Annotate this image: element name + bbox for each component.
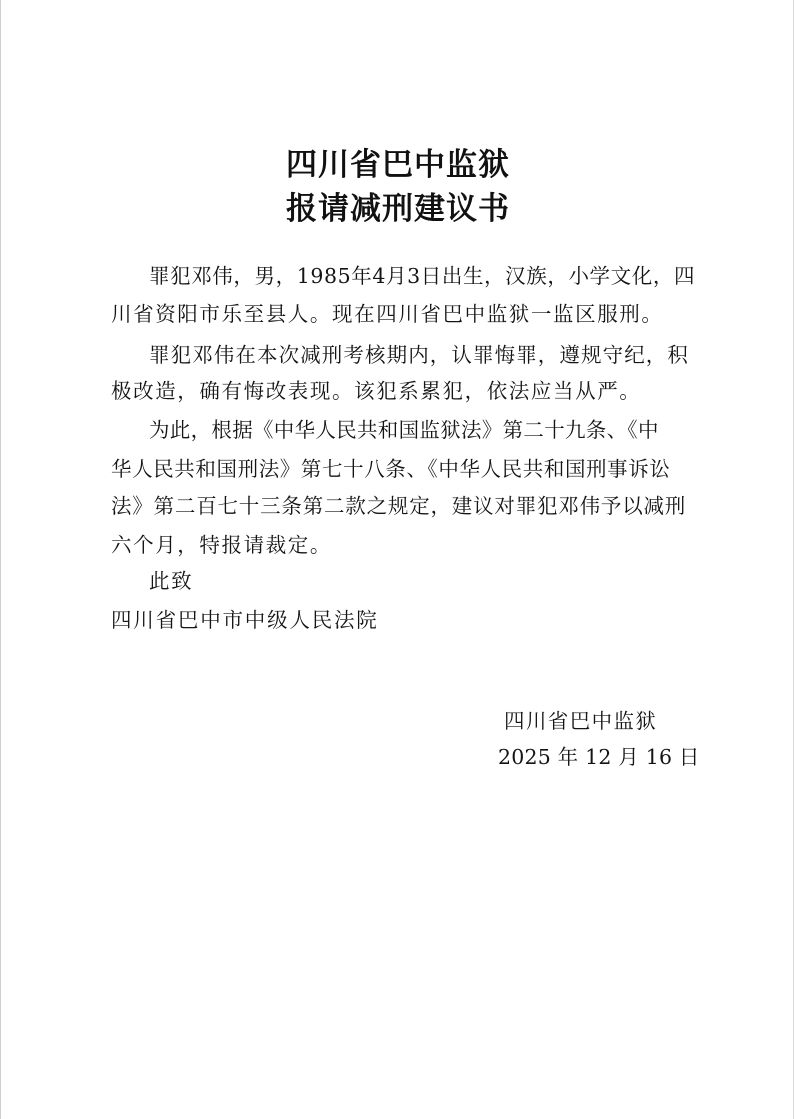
- body-line-1: 罪犯邓伟，男，1985年4月3日出生，汉族，小学文化，四: [149, 264, 696, 288]
- document-title-line1: 四川省巴中监狱: [286, 147, 510, 183]
- body-line-5: 为此，根据《中华人民共和国监狱法》第二十九条、《中: [149, 418, 659, 442]
- recipient: 四川省巴中市中级人民法院: [111, 608, 379, 632]
- body-line-7: 法》第二百七十三条第二款之规定，建议对罪犯邓伟予以减刑: [111, 494, 687, 518]
- document-title-line2: 报请减刑建议书: [286, 191, 510, 227]
- signature-organization: 四川省巴中监狱: [504, 709, 658, 733]
- signature-date: 2025 年 12 月 16 日: [498, 745, 700, 769]
- body-line-4: 极改造，确有悔改表现。该犯系累犯，依法应当从严。: [111, 379, 642, 403]
- body-line-6: 华人民共和国刑法》第七十八条、《中华人民共和国刑事诉讼: [111, 457, 671, 481]
- body-line-3: 罪犯邓伟在本次减刑考核期内，认罪悔罪，遵规守纪，积: [149, 343, 689, 367]
- body-line-2: 川省资阳市乐至县人。现在四川省巴中监狱一监区服刑。: [111, 302, 664, 326]
- body-line-8: 六个月，特报请裁定。: [111, 533, 332, 557]
- salutation: 此致: [149, 569, 194, 593]
